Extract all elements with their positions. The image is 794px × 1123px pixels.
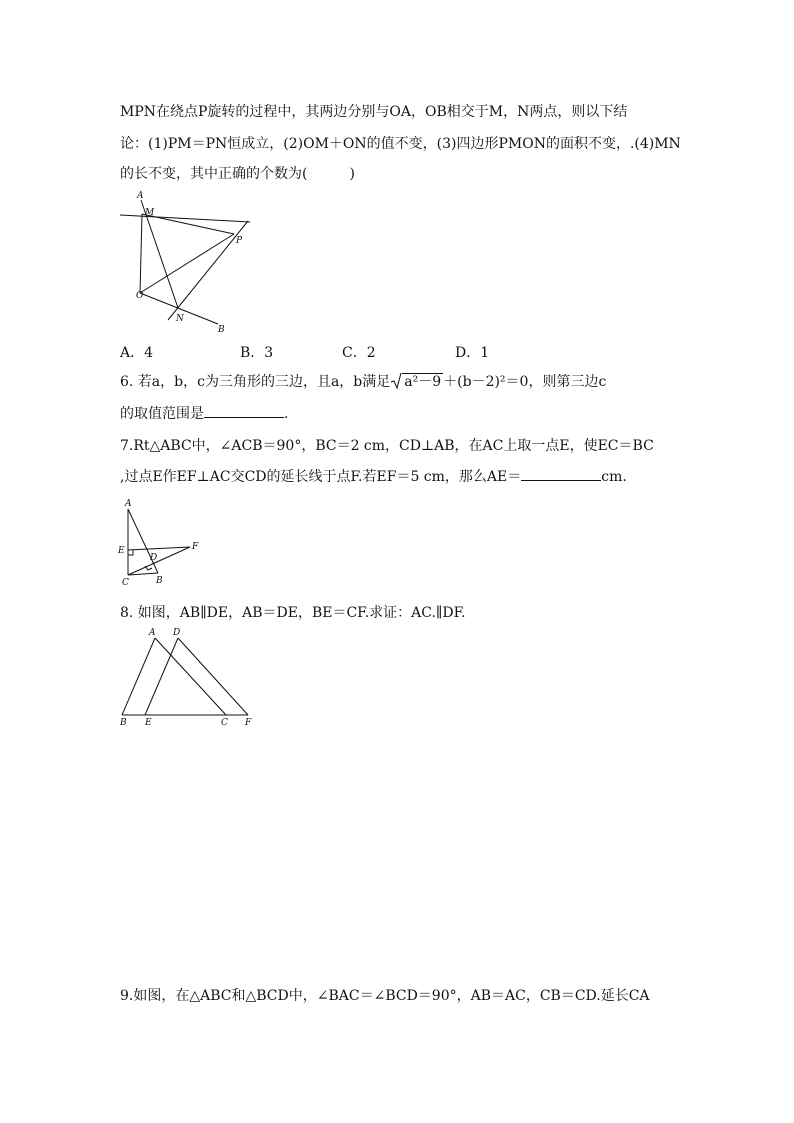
- choice-a[interactable]: A．4: [120, 345, 154, 361]
- q5-text-line-1: MPN在绕点P旋转的过程中，其两边分别与OA，OB相交于M，N两点，则以下结: [120, 104, 628, 120]
- label-e: E: [118, 546, 125, 556]
- sqrt-expression: [390, 372, 443, 392]
- label-a: A: [125, 499, 132, 509]
- segment-op: [140, 234, 234, 293]
- q6-radicand: a²－9: [404, 374, 442, 390]
- label-f: F: [245, 718, 252, 728]
- segment-mp: [142, 214, 234, 234]
- label-c: C: [221, 718, 228, 728]
- label-e: E: [145, 718, 152, 728]
- q8-figure: [112, 624, 262, 730]
- label-b: B: [218, 325, 225, 335]
- label-b: B: [156, 576, 163, 586]
- right-angle-e: [128, 550, 133, 555]
- choice-c[interactable]: C．2: [342, 345, 376, 361]
- label-b: B: [120, 718, 127, 728]
- q5-text-line-2: 论：(1)PM＝PN恒成立，(2)OM＋ON的值不变，(3)四边形PMON的面积不变，.(4)MN: [120, 136, 681, 152]
- label-m: M: [145, 208, 155, 218]
- radical-sign-icon: [390, 372, 402, 390]
- choice-d[interactable]: D．1: [455, 345, 490, 361]
- q7-line2: ,过点E作EF⊥AC交CD的延长线于点F.若EF＝5 cm，那么AE＝: [120, 469, 522, 485]
- label-n: N: [176, 314, 184, 324]
- q6-answer-blank[interactable]: [204, 403, 284, 418]
- q6-line2: 的取值范围是: [120, 406, 204, 422]
- segment-om: [140, 214, 142, 293]
- q7-text-line-2: [120, 466, 627, 487]
- label-o: O: [136, 291, 144, 301]
- q7-unit: cm.: [601, 469, 627, 485]
- q6-suffix: ＋(b－2)²＝0，则第三边c: [443, 374, 607, 390]
- line-through-m: [120, 215, 250, 222]
- q5-figure: [110, 188, 260, 338]
- label-d: D: [150, 553, 158, 563]
- q6-text-line-1: [120, 372, 606, 392]
- q6-line2-end: .: [284, 406, 289, 422]
- q9-text-line-1: 9.如图，在△ABC和△BCD中，∠BAC＝∠BCD＝90°，AB＝AC，CB＝CD.延长CA: [120, 988, 650, 1004]
- label-p: P: [236, 236, 243, 246]
- segment-ef: [128, 547, 190, 550]
- q8-text-line-1: 8. 如图，AB∥DE，AB＝DE，BE＝CF.求证：AC.∥DF.: [120, 605, 466, 621]
- segment-ac: [155, 638, 226, 715]
- choice-b[interactable]: B．3: [240, 345, 274, 361]
- q7-figure: [112, 495, 212, 590]
- label-a: A: [149, 628, 156, 638]
- q7-text-line-1: 7.Rt△ABC中，∠ACB＝90°，BC＝2 cm，CD⊥AB，在AC上取一点E，使EC＝BC: [120, 438, 654, 454]
- q5-text-line-3: 的长不变，其中正确的个数为( ): [120, 166, 355, 182]
- q7-answer-blank[interactable]: [521, 466, 601, 481]
- q5-choices: [120, 342, 620, 362]
- segment-cf: [128, 547, 190, 575]
- label-f: F: [192, 542, 199, 552]
- label-a: A: [137, 191, 144, 201]
- label-c: C: [122, 578, 129, 588]
- segment-df: [178, 638, 248, 715]
- q6-prefix: 6. 若a，b，c为三角形的三边，且a，b满足: [120, 374, 391, 390]
- q6-text-line-2: [120, 403, 288, 424]
- right-angle-d: [145, 566, 152, 570]
- label-d: D: [173, 628, 181, 638]
